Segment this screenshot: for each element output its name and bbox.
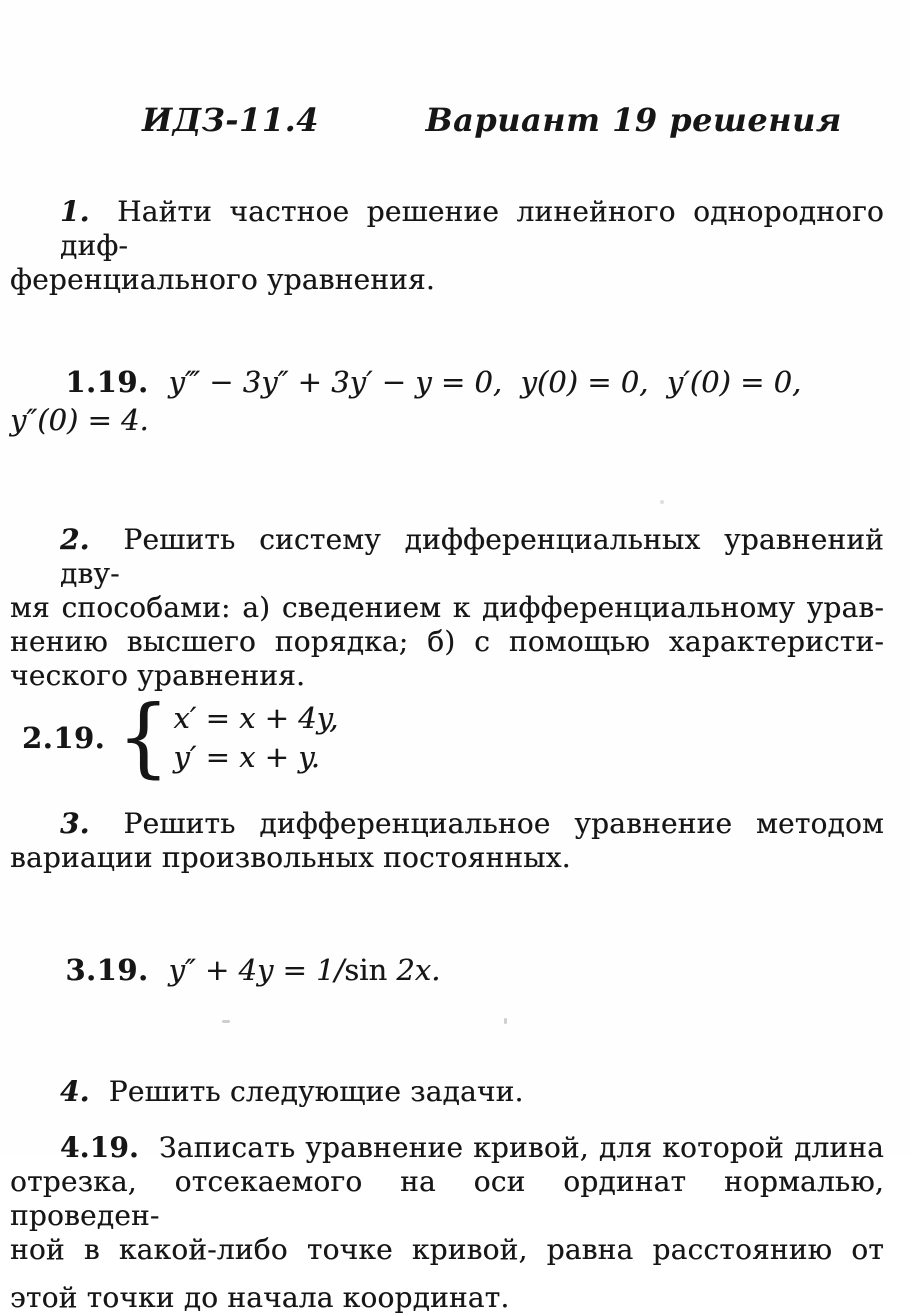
text-line <box>10 807 884 841</box>
scan-speck <box>660 500 664 504</box>
problem-3-statement <box>10 807 884 875</box>
problem-4-19-number: 4.19. <box>60 1131 139 1164</box>
equation-3-19-number: 3.19. <box>65 953 149 987</box>
system-equation-1: x′ = x + 4y, <box>173 701 339 735</box>
text-line: нению высшего порядка; б) с помощью характеристи- <box>10 625 884 658</box>
equation-1-19 <box>10 325 884 477</box>
equation-2-19 <box>22 687 884 788</box>
problem-2-statement <box>10 523 884 693</box>
problem-4-statement <box>10 1075 884 1109</box>
assignment-code: ИДЗ-11.4 <box>142 101 319 139</box>
formula-argument: 2x. <box>387 953 441 987</box>
formula-left-part: y″ + 4y = 1/ <box>168 953 345 987</box>
equation-3-19 <box>10 913 884 1027</box>
equation-2-19-number: 2.19. <box>22 721 106 755</box>
problem-1-statement <box>10 195 884 297</box>
line-text: Решить следующие задачи. <box>108 1075 524 1108</box>
variant-title: Вариант 19 решения <box>425 101 842 139</box>
document-title <box>0 0 910 139</box>
text-line: этой точки до начала координат. <box>10 1281 510 1314</box>
system-brace: { <box>117 687 170 788</box>
problem-3-number: 3. <box>60 807 90 840</box>
equation-1-19-formula: y‴ − 3y″ + 3y′ − y = 0, y(0) = 0, y′(0) = 0, y″(0) = 4. <box>10 365 820 437</box>
document-body <box>10 195 884 1315</box>
line-text: Найти частное решение линейного однородного диф- <box>60 195 884 262</box>
text-line: мя способами: а) сведением к дифференциальному урав- <box>10 591 884 624</box>
problem-1-number: 1. <box>60 195 90 228</box>
equation-1-19-number: 1.19. <box>65 365 149 399</box>
line-text: Записать уравнение кривой, для которой длина <box>159 1131 884 1164</box>
scan-speck <box>222 1020 230 1023</box>
problem-4-19-statement <box>10 1131 884 1315</box>
text-line <box>10 523 884 591</box>
text-line: ной в какой-либо точке кривой, равна расстоянию от <box>10 1233 884 1266</box>
problem-4-number: 4. <box>60 1075 90 1108</box>
text-line: отрезка, отсекаемого на оси ординат нормалью, проведен- <box>10 1165 884 1232</box>
system-equations <box>173 699 338 777</box>
problem-2-number: 2. <box>60 523 90 556</box>
text-line: вариации произвольных постоянных. <box>10 841 571 874</box>
system-equation-2: y′ = x + y. <box>173 740 320 774</box>
line-text: Решить дифференциальное уравнение методом <box>123 807 884 840</box>
text-line <box>10 195 884 263</box>
scan-speck <box>504 1018 507 1024</box>
text-line <box>10 1131 884 1165</box>
equation-3-19-formula <box>169 953 441 987</box>
text-line: ческого уравнения. <box>10 659 306 692</box>
sin-function-name: sin <box>344 953 388 987</box>
text-line: ференциального уравнения. <box>10 263 435 296</box>
line-text: Решить систему дифференциальных уравнений дву- <box>60 523 884 590</box>
text-line <box>10 1075 884 1109</box>
